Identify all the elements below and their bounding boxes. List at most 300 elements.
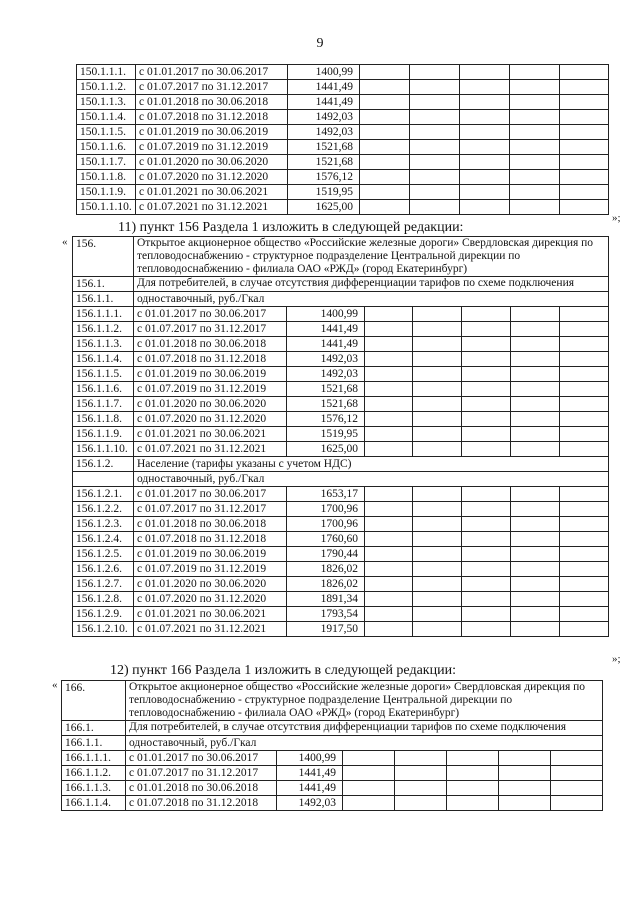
empty-cell [499, 796, 551, 811]
empty-cell [343, 781, 395, 796]
empty-cell [511, 532, 560, 547]
empty-cell [560, 397, 609, 412]
empty-cell [365, 502, 413, 517]
empty-cell [413, 547, 462, 562]
empty-cell [511, 412, 560, 427]
table-row [73, 307, 609, 322]
tariff-table-150 [76, 64, 609, 215]
item-code: 156.1.1.6. [73, 382, 134, 397]
empty-cell [413, 307, 462, 322]
item-code: 156.1.2.2. [73, 502, 134, 517]
empty-cell [499, 781, 551, 796]
empty-cell [462, 322, 511, 337]
empty-cell [560, 140, 609, 155]
period-cell: с 01.01.2021 по 30.06.2021 [136, 185, 288, 200]
empty-cell [447, 796, 499, 811]
group-title: Для потребителей, в случае отсутствия дифференциации тарифов по схеме подключения [126, 721, 603, 736]
tariff-value: 1521,68 [287, 382, 365, 397]
item-code: 156.1.1.8. [73, 412, 134, 427]
item-code: 156.1.1.2. [73, 322, 134, 337]
table-row [73, 337, 609, 352]
empty-cell [365, 367, 413, 382]
period-cell: с 01.01.2018 по 30.06.2018 [126, 781, 277, 796]
empty-cell [560, 622, 609, 637]
table-row [73, 577, 609, 592]
empty-cell [462, 577, 511, 592]
empty-cell [511, 502, 560, 517]
tariff-value: 1492,03 [288, 125, 360, 140]
empty-cell [462, 382, 511, 397]
empty-cell [410, 125, 460, 140]
item-code: 156.1.2. [73, 457, 134, 472]
period-cell: с 01.07.2019 по 31.12.2019 [136, 140, 288, 155]
empty-cell [510, 200, 560, 215]
section-heading-166: 12) пункт 166 Раздела 1 изложить в следующей редакции: [110, 663, 456, 678]
empty-cell [462, 547, 511, 562]
organization-name: Открытое акционерное общество «Российские железные дороги» Свердловская дирекция по тепловодоснабжению - структурное подразделение Центральной дирекции по тепловодоснабжению - филиала ОАО «РЖД» (город Екатеринбург) [134, 237, 609, 277]
empty-cell [511, 622, 560, 637]
empty-cell [447, 751, 499, 766]
tariff-value: 1576,12 [287, 412, 365, 427]
empty-cell [560, 170, 609, 185]
item-code: 150.1.1.10. [77, 200, 136, 215]
item-code: 156. [73, 237, 134, 277]
item-code: 156.1.2.7. [73, 577, 134, 592]
empty-cell [560, 592, 609, 607]
empty-cell [365, 562, 413, 577]
empty-cell [462, 607, 511, 622]
period-cell: с 01.01.2020 по 30.06.2020 [134, 397, 287, 412]
empty-cell [413, 487, 462, 502]
period-cell: с 01.07.2018 по 31.12.2018 [126, 796, 277, 811]
empty-cell [560, 607, 609, 622]
empty-cell [360, 155, 410, 170]
empty-cell [510, 95, 560, 110]
tariff-value: 1521,68 [287, 397, 365, 412]
table-row [73, 607, 609, 622]
table-row [77, 80, 609, 95]
table-row [73, 457, 609, 472]
empty-cell [511, 487, 560, 502]
period-cell: с 01.07.2020 по 31.12.2020 [134, 412, 287, 427]
period-cell: с 01.01.2017 по 30.06.2017 [134, 487, 287, 502]
unit-label: одноставочный, руб./Гкал [126, 736, 603, 751]
period-cell: с 01.07.2017 по 31.12.2017 [136, 80, 288, 95]
item-code: 156.1.1.4. [73, 352, 134, 367]
empty-cell [410, 80, 460, 95]
tariff-value: 1441,49 [288, 95, 360, 110]
tariff-value: 1441,49 [287, 322, 365, 337]
tariff-value: 1441,49 [287, 337, 365, 352]
organization-name: Открытое акционерное общество «Российские железные дороги» Свердловская дирекция по тепловодоснабжению - структурное подразделение Центральной дирекции по тепловодоснабжению - филиала ОАО «РЖД» (город Екатеринбург) [126, 681, 603, 721]
table-row [73, 532, 609, 547]
empty-cell [560, 200, 609, 215]
item-code: 156.1.1.1. [73, 307, 134, 322]
empty-cell [365, 487, 413, 502]
table-row [77, 95, 609, 110]
empty-cell [343, 751, 395, 766]
empty-cell [511, 367, 560, 382]
empty-cell [365, 592, 413, 607]
item-code: 156.1.2.4. [73, 532, 134, 547]
period-cell: с 01.01.2019 по 30.06.2019 [134, 547, 287, 562]
empty-cell [511, 397, 560, 412]
empty-cell [365, 532, 413, 547]
table-row [77, 65, 609, 80]
empty-cell [410, 95, 460, 110]
item-code: 150.1.1.6. [77, 140, 136, 155]
table-row [77, 185, 609, 200]
open-quote: « [52, 679, 58, 691]
empty-cell [560, 547, 609, 562]
open-quote: « [62, 236, 68, 248]
empty-cell [365, 607, 413, 622]
empty-cell [413, 517, 462, 532]
table-row [77, 140, 609, 155]
table-row [73, 502, 609, 517]
empty-cell [410, 140, 460, 155]
tariff-value: 1441,49 [277, 766, 343, 781]
period-cell: с 01.01.2018 по 30.06.2018 [134, 517, 287, 532]
item-code: 156.1.2.8. [73, 592, 134, 607]
tariff-value: 1492,03 [287, 367, 365, 382]
empty-cell [365, 397, 413, 412]
period-cell: с 01.07.2017 по 31.12.2017 [134, 502, 287, 517]
empty-cell [365, 622, 413, 637]
tariff-table-166 [61, 680, 603, 811]
empty-cell [365, 307, 413, 322]
empty-cell [560, 367, 609, 382]
table-row [62, 721, 603, 736]
empty-cell [462, 337, 511, 352]
empty-cell [365, 337, 413, 352]
empty-cell [413, 607, 462, 622]
empty-cell [510, 185, 560, 200]
period-cell: с 01.01.2018 по 30.06.2018 [134, 337, 287, 352]
tariff-value: 1441,49 [277, 781, 343, 796]
tariff-value: 1653,17 [287, 487, 365, 502]
item-code: 150.1.1.4. [77, 110, 136, 125]
empty-cell [560, 80, 609, 95]
period-cell: с 01.07.2020 по 31.12.2020 [136, 170, 288, 185]
empty-cell [560, 487, 609, 502]
tariff-value: 1793,54 [287, 607, 365, 622]
period-cell: с 01.01.2020 по 30.06.2020 [136, 155, 288, 170]
empty-cell [460, 95, 510, 110]
tariff-value: 1492,03 [287, 352, 365, 367]
item-code: 166. [62, 681, 126, 721]
period-cell: с 01.01.2018 по 30.06.2018 [136, 95, 288, 110]
section-heading-156: 11) пункт 156 Раздела 1 изложить в следующей редакции: [118, 220, 464, 235]
empty-cell [511, 337, 560, 352]
item-code: 156.1.1.10. [73, 442, 134, 457]
period-cell: с 01.07.2018 по 31.12.2018 [134, 532, 287, 547]
empty-cell [360, 80, 410, 95]
item-code: 156.1.1.7. [73, 397, 134, 412]
empty-cell [560, 412, 609, 427]
empty-cell [413, 562, 462, 577]
table-row [73, 382, 609, 397]
empty-cell [560, 307, 609, 322]
table-row [77, 125, 609, 140]
empty-cell [462, 412, 511, 427]
empty-cell [365, 352, 413, 367]
empty-cell [460, 65, 510, 80]
empty-cell [365, 442, 413, 457]
empty-cell [560, 95, 609, 110]
empty-cell [510, 110, 560, 125]
empty-cell [360, 110, 410, 125]
empty-cell [511, 307, 560, 322]
item-code: 166.1.1. [62, 736, 126, 751]
empty-cell [462, 487, 511, 502]
empty-cell [360, 200, 410, 215]
period-cell: с 01.01.2017 по 30.06.2017 [136, 65, 288, 80]
empty-cell [511, 562, 560, 577]
table-row [73, 592, 609, 607]
empty-cell [410, 110, 460, 125]
item-code: 166.1.1.4. [62, 796, 126, 811]
unit-label: одноставочный, руб./Гкал [134, 472, 609, 487]
period-cell: с 01.01.2017 по 30.06.2017 [126, 751, 277, 766]
table-row [62, 781, 603, 796]
item-code: 150.1.1.7. [77, 155, 136, 170]
tariff-value: 1519,95 [287, 427, 365, 442]
empty-cell [462, 397, 511, 412]
table-row [73, 322, 609, 337]
item-code: 150.1.1.5. [77, 125, 136, 140]
empty-cell [447, 766, 499, 781]
empty-cell [365, 577, 413, 592]
empty-cell [560, 125, 609, 140]
tariff-value: 1700,96 [287, 502, 365, 517]
table-row [62, 751, 603, 766]
tariff-value: 1400,99 [287, 307, 365, 322]
table-row [73, 397, 609, 412]
table-row [73, 487, 609, 502]
empty-cell [410, 65, 460, 80]
table-row [77, 200, 609, 215]
empty-cell [360, 125, 410, 140]
table-row [73, 237, 609, 277]
empty-cell [560, 532, 609, 547]
empty-cell [360, 185, 410, 200]
empty-cell [560, 155, 609, 170]
period-cell: с 01.07.2019 по 31.12.2019 [134, 382, 287, 397]
empty-cell [460, 185, 510, 200]
empty-cell [510, 155, 560, 170]
empty-cell [511, 427, 560, 442]
empty-cell [413, 442, 462, 457]
empty-cell [499, 766, 551, 781]
empty-cell [510, 80, 560, 95]
empty-cell [511, 352, 560, 367]
empty-cell [365, 547, 413, 562]
empty-cell [560, 337, 609, 352]
table-row [77, 170, 609, 185]
tariff-value: 1625,00 [287, 442, 365, 457]
item-code: 156.1.1.5. [73, 367, 134, 382]
item-code: 156.1.2.1. [73, 487, 134, 502]
table-row [73, 367, 609, 382]
period-cell: с 01.07.2021 по 31.12.2021 [134, 442, 287, 457]
tariff-value: 1790,44 [287, 547, 365, 562]
empty-cell [460, 110, 510, 125]
group-title: Население (тарифы указаны с учетом НДС) [134, 457, 609, 472]
empty-cell [395, 781, 447, 796]
empty-cell [413, 502, 462, 517]
table-row [73, 277, 609, 292]
tariff-value: 1521,68 [288, 155, 360, 170]
item-code: 150.1.1.2. [77, 80, 136, 95]
empty-cell [460, 80, 510, 95]
empty-cell [460, 155, 510, 170]
empty-cell [413, 337, 462, 352]
item-code: 166.1.1.1. [62, 751, 126, 766]
period-cell: с 01.07.2021 по 31.12.2021 [136, 200, 288, 215]
empty-cell [511, 547, 560, 562]
empty-cell [511, 592, 560, 607]
tariff-table-156 [72, 236, 609, 637]
item-code: 166.1.1.2. [62, 766, 126, 781]
empty-cell [462, 427, 511, 442]
empty-cell [560, 65, 609, 80]
table-row [77, 110, 609, 125]
unit-label: одноставочный, руб./Гкал [134, 292, 609, 307]
empty-cell [462, 532, 511, 547]
empty-cell [360, 95, 410, 110]
empty-cell [413, 382, 462, 397]
empty-cell [343, 766, 395, 781]
empty-cell [511, 382, 560, 397]
empty-cell [413, 622, 462, 637]
period-cell: с 01.07.2018 по 31.12.2018 [134, 352, 287, 367]
empty-cell [413, 352, 462, 367]
table-row [73, 622, 609, 637]
group-title: Для потребителей, в случае отсутствия дифференциации тарифов по схеме подключения [134, 277, 609, 292]
tariff-value: 1891,34 [287, 592, 365, 607]
empty-cell [511, 607, 560, 622]
table-row [73, 427, 609, 442]
item-code: 150.1.1.3. [77, 95, 136, 110]
empty-cell [413, 322, 462, 337]
empty-cell [460, 200, 510, 215]
empty-cell [560, 577, 609, 592]
period-cell: с 01.07.2017 по 31.12.2017 [134, 322, 287, 337]
empty-cell [410, 170, 460, 185]
empty-cell [560, 185, 609, 200]
tariff-value: 1492,03 [277, 796, 343, 811]
empty-cell [560, 562, 609, 577]
empty-cell [560, 502, 609, 517]
empty-cell [551, 781, 603, 796]
table-row [73, 442, 609, 457]
empty-cell [511, 577, 560, 592]
empty-cell [365, 322, 413, 337]
item-code: 150.1.1.8. [77, 170, 136, 185]
tariff-value: 1826,02 [287, 577, 365, 592]
item-code: 156.1.1. [73, 292, 134, 307]
period-cell: с 01.07.2018 по 31.12.2018 [136, 110, 288, 125]
empty-cell [510, 170, 560, 185]
empty-cell [462, 442, 511, 457]
empty-cell [462, 502, 511, 517]
period-cell: с 01.01.2020 по 30.06.2020 [134, 577, 287, 592]
empty-cell [365, 517, 413, 532]
period-cell: с 01.07.2021 по 31.12.2021 [134, 622, 287, 637]
empty-cell [460, 125, 510, 140]
table-row [73, 472, 609, 487]
empty-cell [551, 766, 603, 781]
empty-cell [499, 751, 551, 766]
page-number: 9 [316, 36, 324, 51]
period-cell: с 01.07.2017 по 31.12.2017 [126, 766, 277, 781]
empty-cell [413, 367, 462, 382]
item-code: 150.1.1.1. [77, 65, 136, 80]
table-row [62, 766, 603, 781]
period-cell: с 01.07.2020 по 31.12.2020 [134, 592, 287, 607]
empty-cell [560, 352, 609, 367]
empty-cell [413, 397, 462, 412]
period-cell: с 01.01.2017 по 30.06.2017 [134, 307, 287, 322]
empty-cell [560, 322, 609, 337]
item-code: 156.1. [73, 277, 134, 292]
item-code: 156.1.2.10. [73, 622, 134, 637]
table-row [73, 517, 609, 532]
table-row [73, 412, 609, 427]
empty-cell [462, 367, 511, 382]
table-row [73, 292, 609, 307]
period-cell: с 01.01.2021 по 30.06.2021 [134, 607, 287, 622]
period-cell: с 01.07.2019 по 31.12.2019 [134, 562, 287, 577]
empty-cell [551, 751, 603, 766]
period-cell: с 01.01.2021 по 30.06.2021 [134, 427, 287, 442]
tariff-value: 1576,12 [288, 170, 360, 185]
item-code: 166.1.1.3. [62, 781, 126, 796]
table-row [73, 352, 609, 367]
item-code: 150.1.1.9. [77, 185, 136, 200]
tariff-value: 1760,60 [287, 532, 365, 547]
tariff-value: 1519,95 [288, 185, 360, 200]
empty-cell [410, 185, 460, 200]
table-row [62, 796, 603, 811]
empty-cell [510, 65, 560, 80]
empty-cell [410, 200, 460, 215]
empty-cell [447, 781, 499, 796]
empty-cell [460, 170, 510, 185]
tariff-value: 1700,96 [287, 517, 365, 532]
empty-cell [560, 382, 609, 397]
table-row [62, 736, 603, 751]
empty-cell [365, 427, 413, 442]
period-cell: с 01.01.2019 по 30.06.2019 [134, 367, 287, 382]
empty-cell [395, 796, 447, 811]
item-code: 156.1.2.5. [73, 547, 134, 562]
period-cell: с 01.01.2019 по 30.06.2019 [136, 125, 288, 140]
table-row [62, 681, 603, 721]
item-code: 156.1.2.3. [73, 517, 134, 532]
empty-cell [365, 382, 413, 397]
empty-cell [462, 307, 511, 322]
empty-cell [510, 140, 560, 155]
tariff-value: 1400,99 [277, 751, 343, 766]
empty-cell [560, 517, 609, 532]
table-row [77, 155, 609, 170]
empty-cell [560, 427, 609, 442]
table-row [73, 547, 609, 562]
empty-cell [360, 170, 410, 185]
empty-cell [343, 796, 395, 811]
